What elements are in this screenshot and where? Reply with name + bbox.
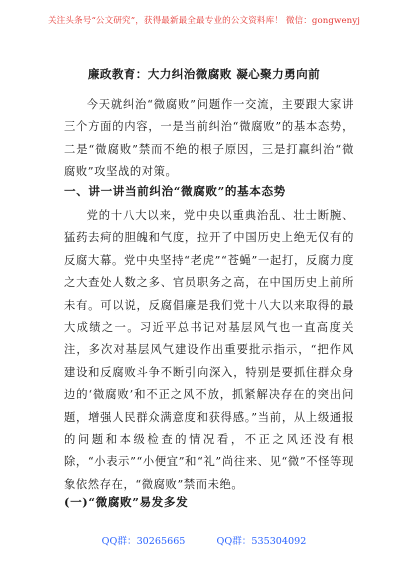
footer (0, 533, 408, 547)
subsection-heading: (一)“微腐败”易发多发 (64, 495, 189, 509)
section-heading: 一、讲一讲当前纠治“微腐败”的基本态势 (64, 184, 286, 198)
body-paragraph: 党的十八大以来，党中央以重典治乱、壮士断腕、猛药去疴的胆魄和气度，拉开了中国历史上绝无仅有的反腐大幕。党中央坚持“老虎”“苍蝇”一起打，反腐力度之大查处人数之多、官员职务之高，在中国历史上前所未有。可以说，反腐倡廉是我们党十八大以来取得的最大成绩之一。习近平总书记对基层风气也一直高度关注，多次对基层风气建设作出重要批示指示，“把作风建设和反腐败斗争不断引向深入，特别是要抓住群众身边的‘微腐败’和不正之风不放，抓紧解决存在的突出问题，增强人民群众满意度和获得感。”当前，从上级通报的问题和本级检查的情况看，不正之风还没有根除，“小表示”“小便宜”和“礼”尚往来、见“微”不怪等现象依然存在，“微腐败”禁而未绝。 (64, 209, 354, 491)
qq-group-1: QQ群：30265665 (101, 536, 186, 547)
qq-group-2: QQ群：535304092 (216, 536, 307, 547)
header-banner: 关注头条号“公文研究”，获得最新最全最专业的公文资料库！ 微信：gongwenyj (47, 16, 361, 26)
document-title: 廉政教育：大力纠治微腐败 凝心聚力勇向前 (87, 67, 321, 81)
intro-paragraph: 今天就纠治“微腐败”问题作一交流，主要跟大家讲三个方面的内容，一是当前纠治“微腐败”的基本态势，二是“微腐败”禁而不绝的根子原因，三是打赢纠治“微腐败”攻坚战的对策。 (64, 98, 354, 179)
